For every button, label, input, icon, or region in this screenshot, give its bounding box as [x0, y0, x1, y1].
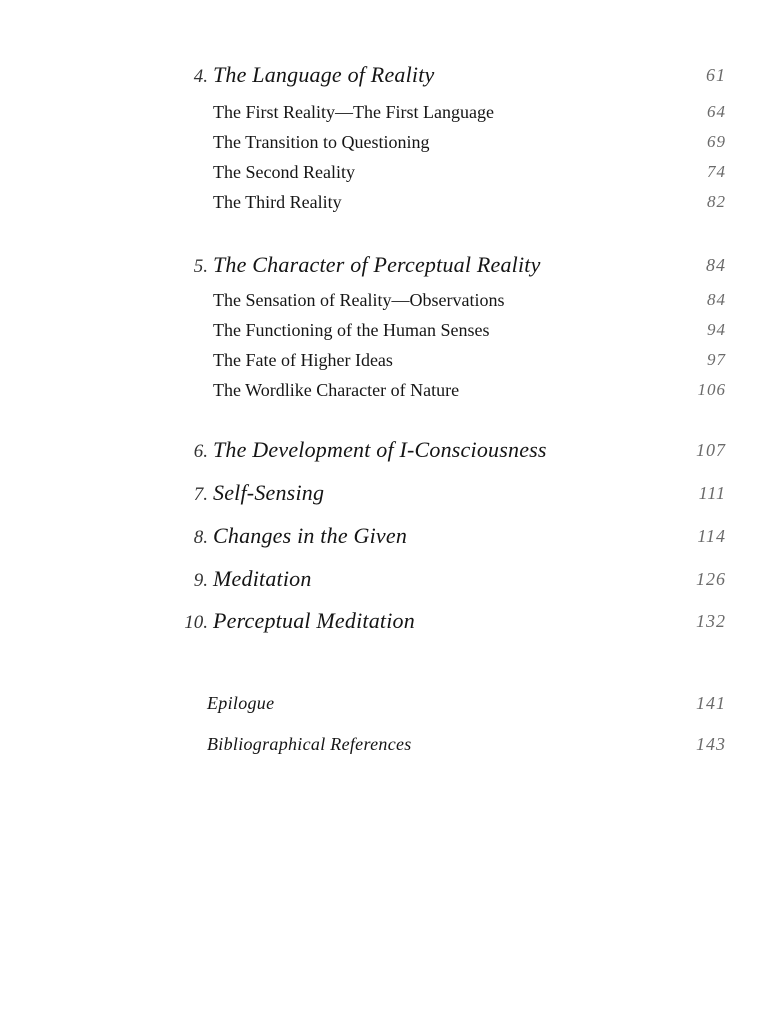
page-number: 61 [706, 65, 726, 85]
section-entry [213, 288, 726, 314]
chapter-entry [170, 478, 726, 508]
page-number: 74 [707, 162, 726, 181]
section-entry [213, 318, 726, 344]
chapter-entry [170, 250, 726, 280]
page-number: 106 [697, 380, 726, 399]
section-entry [213, 160, 726, 186]
page-number: 141 [696, 693, 726, 713]
section-title: The Second Reality [213, 162, 355, 182]
section-title: The Third Reality [213, 192, 342, 212]
chapter-title: Self-Sensing [213, 480, 325, 505]
section-entry [213, 378, 726, 404]
page-number: 84 [706, 255, 726, 275]
page-number: 84 [707, 290, 726, 309]
chapter-entry [170, 521, 726, 551]
chapter-number: 6. [193, 441, 208, 462]
chapter-title: The Character of Perceptual Reality [213, 252, 541, 277]
chapter-number: 4. [193, 66, 208, 87]
chapter-entry [170, 60, 726, 90]
page-number: 94 [707, 320, 726, 339]
section-title: The Functioning of the Human Senses [213, 320, 490, 340]
page-number: 143 [696, 734, 726, 754]
chapter-entry [170, 435, 726, 465]
section-title: The Fate of Higher Ideas [213, 350, 393, 370]
chapter-number: 5. [193, 256, 208, 277]
section-entry [213, 100, 726, 126]
page-number: 114 [697, 526, 726, 546]
chapter-number: 10. [184, 612, 208, 633]
back-matter-entry [207, 691, 726, 717]
section-title: The Transition to Questioning [213, 132, 430, 152]
chapter-title: Changes in the Given [213, 523, 408, 548]
section-title: The Sensation of Reality—Observations [213, 290, 505, 310]
section-title: The First Reality—The First Language [213, 102, 494, 122]
epilogue-title: Epilogue [207, 693, 275, 713]
chapter-number: 9. [193, 570, 208, 591]
section-entry [213, 190, 726, 216]
chapter-entry [170, 564, 726, 594]
page-number: 132 [696, 611, 726, 631]
page-number: 97 [707, 350, 726, 369]
section-title: The Wordlike Character of Nature [213, 380, 460, 400]
chapter-title: Perceptual Meditation [213, 608, 415, 633]
page-number: 111 [698, 483, 726, 503]
section-entry [213, 130, 726, 156]
page-number: 107 [696, 440, 726, 460]
page-number: 69 [707, 132, 726, 151]
bibliography-title: Bibliographical References [207, 734, 412, 754]
chapter-title: The Language of Reality [213, 62, 435, 87]
chapter-entry [170, 606, 726, 636]
page-number: 82 [707, 192, 726, 211]
page-number: 64 [707, 102, 726, 121]
chapter-title: Meditation [213, 566, 312, 591]
page-number: 126 [696, 569, 726, 589]
section-entry [213, 348, 726, 374]
chapter-title: The Development of I-Consciousness [213, 437, 547, 462]
chapter-number: 8. [193, 527, 208, 548]
back-matter-entry [207, 732, 726, 758]
chapter-number: 7. [193, 484, 208, 505]
